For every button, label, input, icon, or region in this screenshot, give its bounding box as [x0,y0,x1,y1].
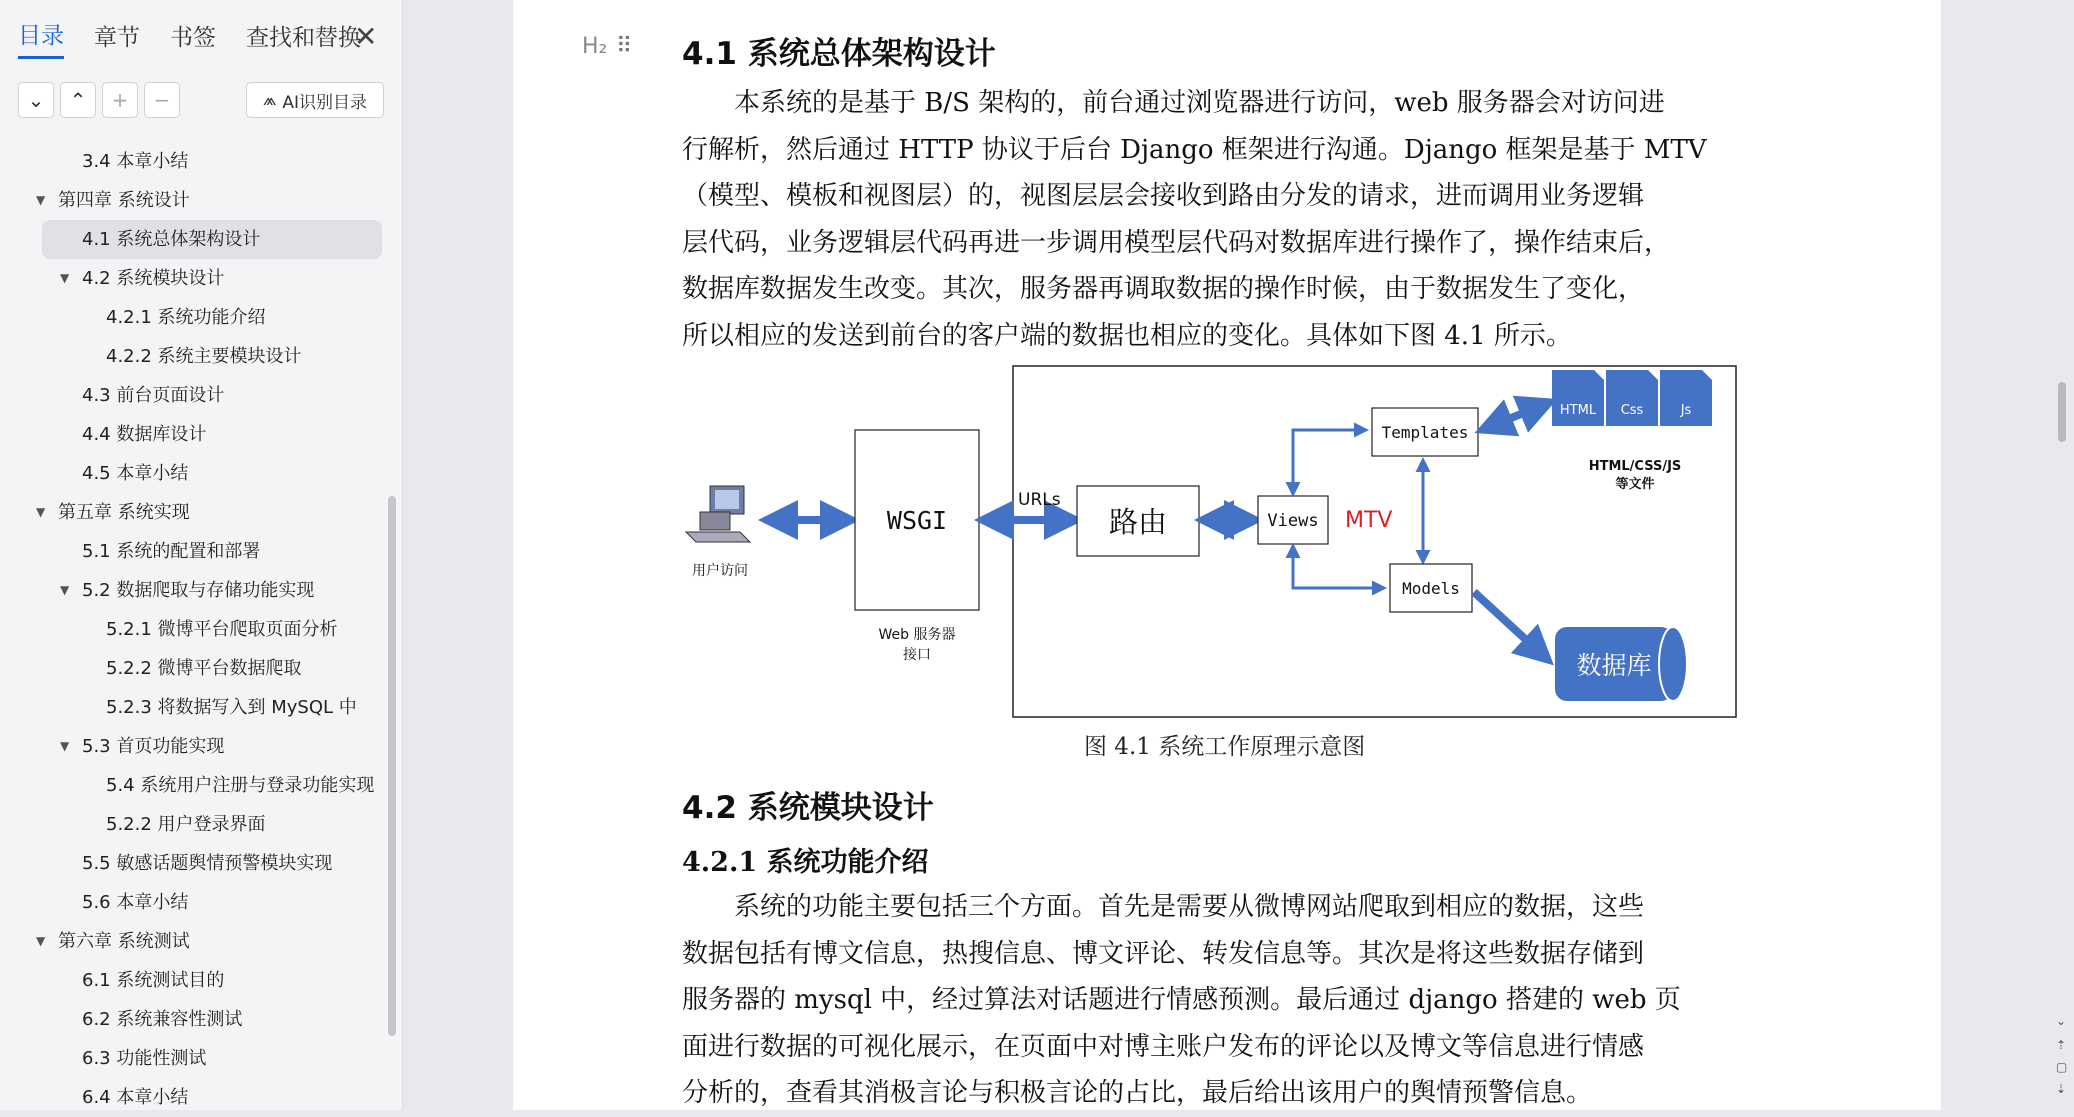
toc-item[interactable] [0,181,400,220]
wsgi-caption-1: Web 服务器 [878,627,956,643]
toc-item[interactable] [0,376,400,415]
architecture-figure [680,362,1740,722]
toc-item[interactable] [0,454,400,493]
heading-4-2-1: 4.2.1 系统功能介绍 [682,847,929,878]
toc-item-label: 5.3 首页功能实现 [82,736,225,757]
toc-item[interactable] [0,766,400,805]
heading-4-2: 4.2 系统模块设计 [682,790,934,826]
expand-triangle-icon[interactable]: ▼ [36,934,46,948]
toc-item-label: 6.3 功能性测试 [82,1048,207,1069]
close-icon[interactable]: ✕ [354,20,378,53]
toc-list [0,142,400,1110]
toc-item-label: 4.2.1 系统功能介绍 [106,307,266,328]
sidebar-scrollbar[interactable] [388,496,396,1036]
text-line: 所以相应的发送到前台的客户端的数据也相应的变化。具体如下图 4.1 所示。 [682,320,1572,351]
toc-item[interactable] [0,259,400,298]
file-css: Css [1620,403,1644,418]
toc-item[interactable] [42,220,382,259]
collapse-down-button[interactable] [18,82,54,118]
text-line: 系统的功能主要包括三个方面。首先是需要从微博网站爬取到相应的数据，这些 [682,892,1645,922]
paragraph-functions [682,884,1738,1117]
ai-toc-button[interactable] [246,82,384,118]
urls-label: URLs [1018,490,1061,510]
toc-item[interactable] [0,571,400,610]
text-line: 本系统的是基于 B/S 架构的，前台通过浏览器进行访问，web 服务器会对访问进 [682,88,1665,118]
files-caption-2: 等文件 [1615,477,1655,492]
toc-item-label: 4.3 前台页面设计 [82,385,225,406]
route-label: 路由 [1108,505,1168,539]
mtv-label: MTV [1345,508,1393,533]
computer-icon [686,486,750,542]
toc-item[interactable] [0,883,400,922]
heading-4-1: 4.1 系统总体架构设计 [682,36,996,72]
figure-caption: 图 4.1 系统工作原理示意图 [1084,734,1366,760]
toc-item[interactable] [0,649,400,688]
tab-bookmarks[interactable]: 书签 [170,24,216,51]
prev-page-icon[interactable]: ⇡ [2056,1038,2067,1052]
toc-item[interactable] [0,727,400,766]
right-rail [2041,0,2074,1110]
toc-item[interactable] [0,493,400,532]
wsgi-label: WSGI [886,506,948,535]
scroll-down-icon[interactable]: ⌄ [2056,1014,2067,1028]
toc-item[interactable] [0,1000,400,1039]
database-label: 数据库 [1576,651,1652,680]
toc-item-label: 6.2 系统兼容性测试 [82,1009,243,1030]
drag-handle-icon[interactable]: ⠿ [616,34,633,59]
toc-sidebar [0,0,403,1110]
add-heading-button[interactable] [102,82,138,118]
expand-triangle-icon[interactable]: ▼ [36,193,46,207]
toc-item-label: 5.5 敏感话题舆情预警模块实现 [82,853,333,874]
text-line: 数据库数据发生改变。其次，服务器再调取数据的操作时候，由于数据发生了变化， [682,274,1645,304]
select-object-icon[interactable]: ▢ [2056,1060,2068,1074]
ai-toc-label: AI识别目录 [282,92,368,113]
toc-item-label: 5.2.1 微博平台爬取页面分析 [106,619,338,640]
toc-item[interactable] [0,922,400,961]
plus-icon: + [111,88,129,112]
toc-item-label: 5.6 本章小结 [82,892,189,913]
toc-item-label: 第六章 系统测试 [58,931,190,952]
text-line: 行解析，然后通过 HTTP 协议于后台 Django 框架进行沟通。Django 框架是基于 MTV [682,134,1707,165]
expand-triangle-icon[interactable]: ▼ [60,583,70,597]
file-html: HTML [1559,403,1597,418]
text-line: （模型、模板和视图层）的，视图层层会接收到路由分发的请求，进而调用业务逻辑 [682,181,1645,211]
toc-item[interactable] [0,1078,400,1110]
toc-item-label: 4.2.2 系统主要模块设计 [106,346,302,367]
toc-item-label: 5.2.3 将数据写入到 MySQL 中 [106,697,357,718]
file-js: Js [1680,403,1692,418]
remove-heading-button[interactable] [144,82,180,118]
toc-item[interactable] [0,415,400,454]
tab-toc[interactable]: 目录 [18,17,64,59]
toc-item-label: 4.2 系统模块设计 [82,268,225,289]
toc-item-label: 4.5 本章小结 [82,463,189,484]
collapse-up-button[interactable] [60,82,96,118]
toc-item-label: 5.2.2 微博平台数据爬取 [106,658,302,679]
expand-triangle-icon[interactable]: ▼ [60,739,70,753]
toc-item-label: 第四章 系统设计 [58,190,190,211]
paragraph-architecture [682,80,1738,359]
toc-item[interactable] [0,142,400,181]
document-margin [403,0,513,1110]
toc-item-label: 4.1 系统总体架构设计 [82,229,261,250]
wsgi-caption-2: 接口 [903,647,931,663]
toc-item[interactable] [0,298,400,337]
toc-item[interactable] [0,688,400,727]
text-line: 面进行数据的可视化展示，在页面中对博主账户发布的评论以及博文等信息进行情感 [682,1031,1645,1062]
chevron-down-icon: ⌄ [27,88,45,112]
toc-item-label: 4.4 数据库设计 [82,424,207,445]
toc-item-label: 6.1 系统测试目的 [82,970,225,991]
models-label: Models [1402,579,1460,598]
sidebar-tabs [18,18,391,58]
toc-item-label: 3.4 本章小结 [82,151,189,172]
templates-label: Templates [1381,423,1469,442]
next-page-icon[interactable]: ⇣ [2056,1082,2067,1096]
document-scrollbar[interactable] [2058,382,2066,442]
toc-item[interactable] [0,532,400,571]
toc-item[interactable] [0,610,400,649]
tab-find-replace[interactable]: 查找和替换 [246,24,361,51]
toc-item[interactable] [0,1039,400,1078]
expand-triangle-icon[interactable]: ▼ [60,271,70,285]
user-label: 用户访问 [692,563,748,579]
tab-chapters[interactable]: 章节 [94,24,140,51]
views-label: Views [1267,511,1319,531]
toc-item-label: 5.2 数据爬取与存储功能实现 [82,580,315,601]
toc-item[interactable] [0,844,400,883]
heading-level-marker[interactable]: H₂ [582,34,608,59]
files-caption-1: HTML/CSS/JS [1588,459,1682,474]
text-line: 数据包括有博文信息，热搜信息、博文评论、转发信息等。其次是将这些数据存储到 [682,938,1645,969]
toc-item-label: 第五章 系统实现 [58,502,190,523]
toc-item-label: 5.1 系统的配置和部署 [82,541,261,562]
expand-triangle-icon[interactable]: ▼ [36,505,46,519]
toc-item[interactable] [0,805,400,844]
toc-item-label: 5.4 系统用户注册与登录功能实现 [106,775,375,796]
text-line: 分析的，查看其消极言论与积极言论的占比，最后给出该用户的舆情预警信息。 [682,1078,1593,1108]
toc-item[interactable] [0,961,400,1000]
toc-item-label: 6.4 本章小结 [82,1087,189,1108]
toc-item-label: 5.2.2 用户登录界面 [106,814,266,835]
text-line: 服务器的 mysql 中，经过算法对话题进行情感预测。最后通过 django 搭建的 web 页 [682,985,1681,1015]
chevron-up-icon: ⌃ [69,88,87,112]
ai-icon: ⩕ [262,90,277,110]
toc-item[interactable] [0,337,400,376]
minus-icon: − [153,88,171,112]
text-line: 层代码，业务逻辑层代码再进一步调用模型层代码对数据库进行操作了，操作结束后， [682,227,1671,258]
